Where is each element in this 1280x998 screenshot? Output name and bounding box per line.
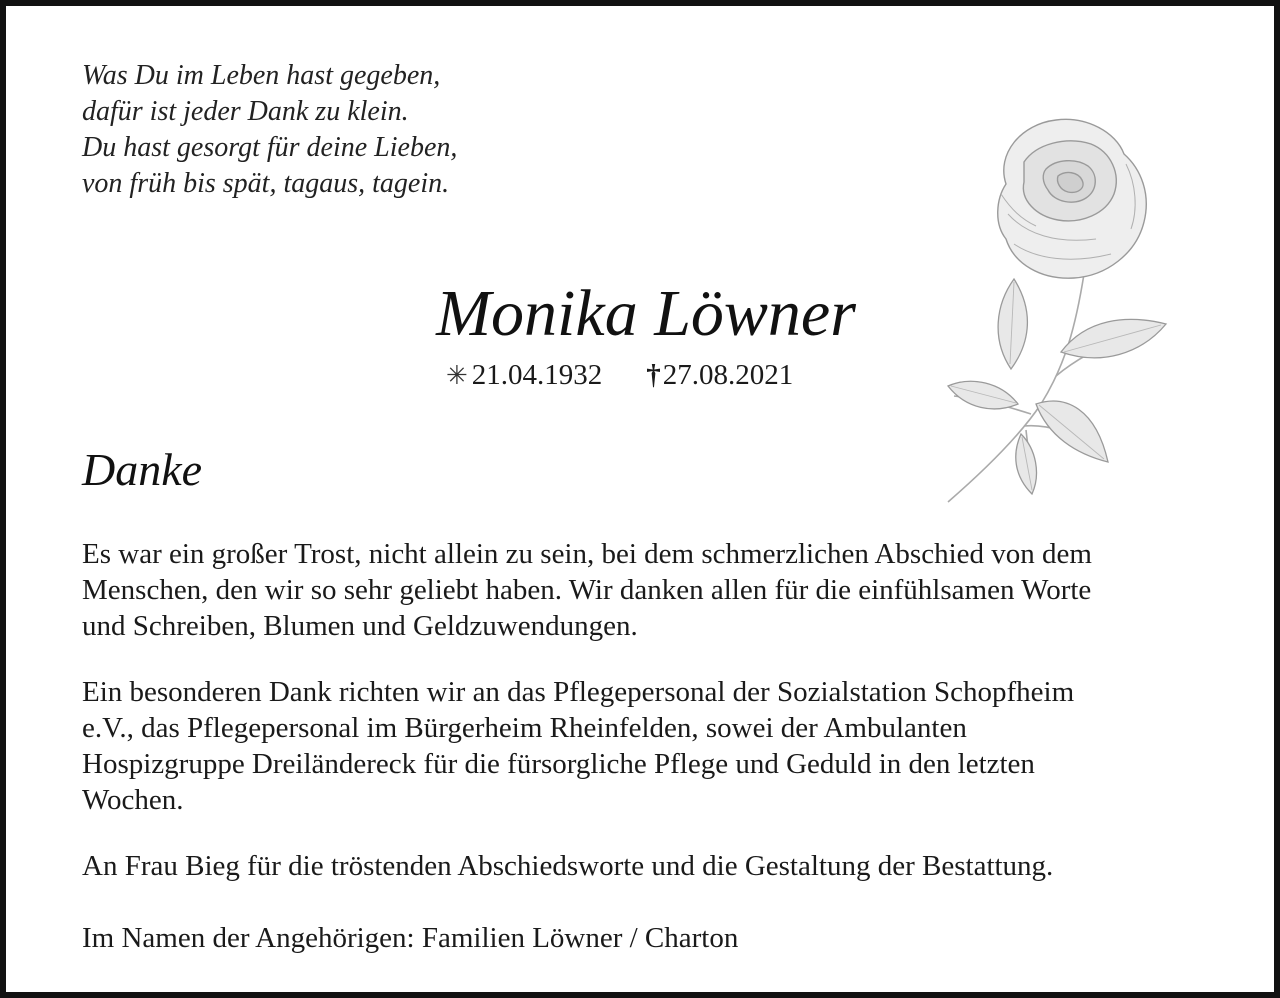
paragraph-line: und Schreiben, Blumen und Geldzuwendungen. <box>82 610 638 642</box>
poem-line: Was Du im Leben hast gegeben, <box>82 60 441 91</box>
paragraph-line: e.V., das Pflegepersonal im Bürgerheim Rheinfelden, sowei der Ambulanten <box>82 712 967 744</box>
poem <box>82 58 457 202</box>
asterisk-icon: ✳ <box>446 361 468 390</box>
poem-line: Du hast gesorgt für deine Lieben, <box>82 132 458 163</box>
paragraph <box>82 536 1222 644</box>
paragraph-line: Menschen, den wir so sehr geliebt haben. Wir danken allen für die einfühlsamen Worte <box>82 574 1092 606</box>
rose-bloom <box>998 119 1147 278</box>
life-dates <box>446 356 793 395</box>
paragraph-line: Wochen. <box>82 784 184 816</box>
signature-line <box>82 920 1222 956</box>
paragraph-line: Ein besonderen Dank richten wir an das Pflegepersonal der Sozialstation Schopfheim <box>82 676 1075 708</box>
deceased-name: Monika Löwner <box>436 277 856 350</box>
paragraph <box>82 848 1222 884</box>
death-date: 27.08.2021 <box>662 359 794 391</box>
rose-leaf <box>1016 434 1037 494</box>
cross-icon: † <box>646 359 661 391</box>
paragraph-line: Hospizgruppe Dreiländereck für die fürsorgliche Pflege und Geduld in den letzten <box>82 748 1035 780</box>
thanks-heading: Danke <box>82 444 203 495</box>
poem-line: dafür ist jeder Dank zu klein. <box>82 96 409 127</box>
paragraph-line: An Frau Bieg für die tröstenden Abschiedsworte und die Gestaltung der Bestattung. <box>82 850 1054 882</box>
paragraph-line: Es war ein großer Trost, nicht allein zu sein, bei dem schmerzlichen Abschied von dem <box>82 538 1092 570</box>
paragraph <box>82 674 1222 818</box>
birth-date: 21.04.1932 <box>471 359 603 391</box>
paragraph-line: Im Namen der Angehörigen: Familien Löwner / Charton <box>82 922 739 954</box>
rose-leaf <box>948 381 1018 409</box>
poem-line: von früh bis spät, tagaus, tagein. <box>82 168 450 199</box>
